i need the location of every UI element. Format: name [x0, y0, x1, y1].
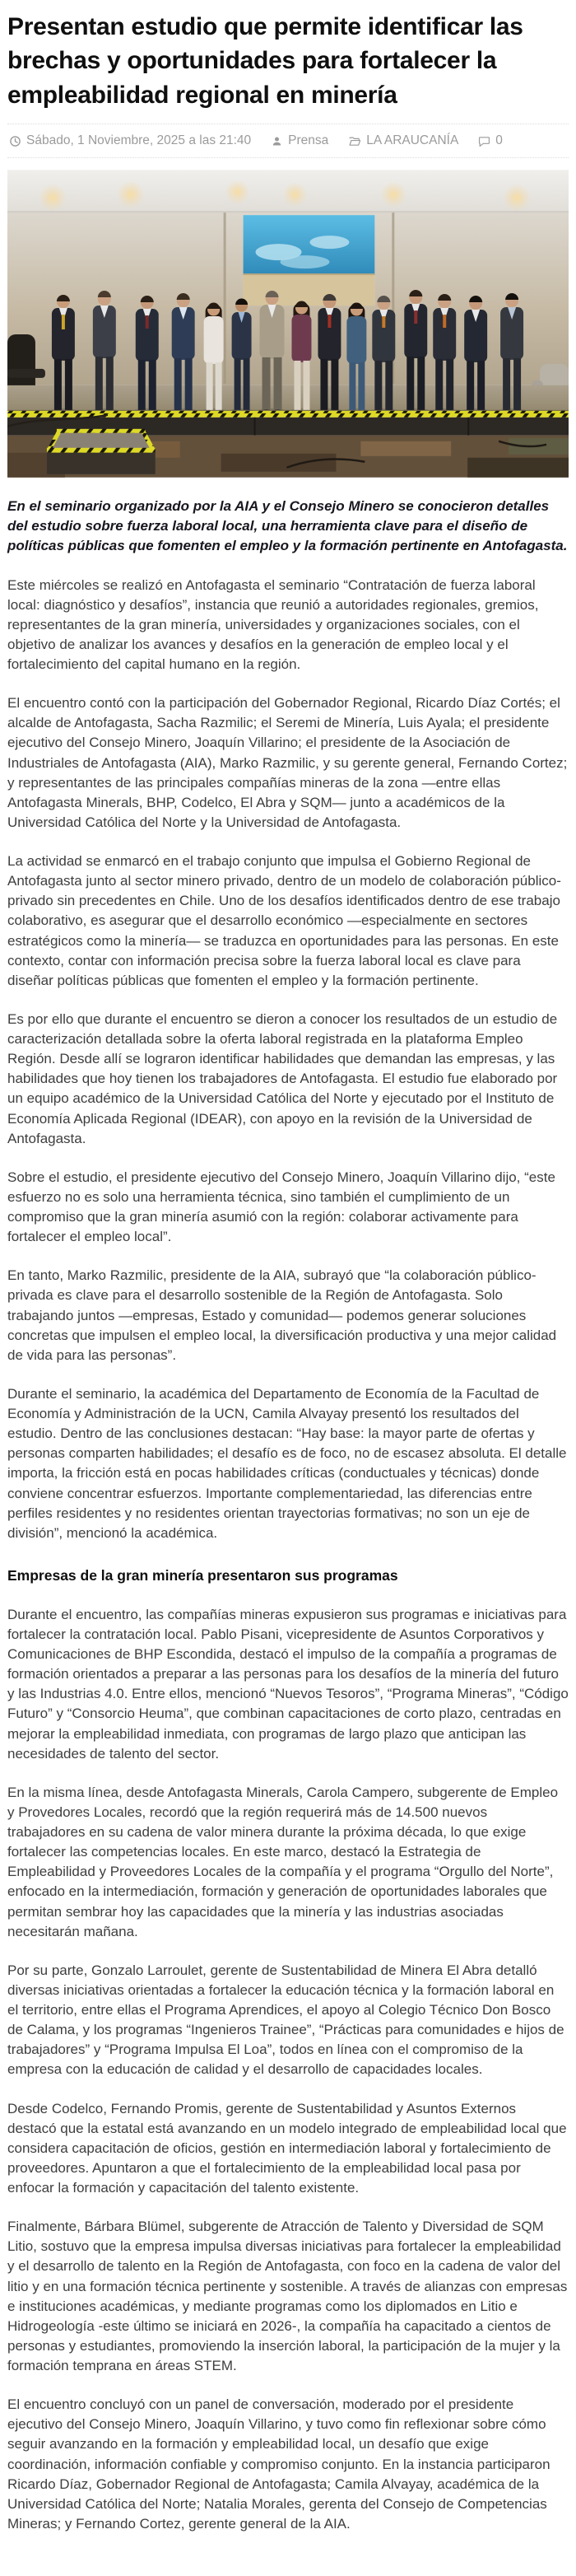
folder-open-icon [348, 135, 361, 147]
article-paragraph: Este miércoles se realizó en Antofagasta el seminario “Contratación de fuerza laboral local: diagnóstico y desafíos”, instancia que reunió a autoridades regionales, gremios, representantes de la gran minería, universidades y organizaciones sociales, con el objetivo de analizar los avances y desafíos en la generación de empleo local y el fortalecimiento del capital humano en la región. [7, 576, 539, 673]
clock-icon [9, 135, 21, 147]
article-paragraph: Desde Codelco, Fernando Promis, gerente de Sustentabilidad y Asuntos Externos destacó que la estatal está avanzando en un modelo integrado de empleabilidad local que considera capacitación de oficios, gestión en intermediación laboral y fortalecimiento de proveedores. Apuntaron a que el fortalecimiento de la empleabilidad local pasa por enfocar la formación y capacitación del talento existente. [7, 2100, 567, 2196]
seminar-photo [7, 170, 569, 478]
article-meta-bar [7, 124, 569, 158]
article-lead-caption: En el seminario organizado por la AIA y el Consejo Minero se conocieron detalles del estudio sobre fuerza laboral local, una herramienta clave para el diseño de políticas públicas que fomenten el empleo y la formación pertinente en Antofagasta. [7, 498, 568, 554]
article-paragraph: Durante el encuentro, las compañías mineras expusieron sus programas e iniciativas para fortalecer la contratación local. Pablo Pisani, vicepresidente de Asuntos Corporativos y Comunicaciones de BHP Escondida, destacó el impulso de la compañía a programas de formación orientados a preparar a las personas para los desafíos de la minería del futuro y las Industrias 4.0. Entre ellos, mencionó “Nuevos Tesoros”, “Programa Mineras”, “Código Futuro” y “Consorcio Heuma”, que combinan capacitaciones de corto plazo, centradas en mejorar la empleabilidad inmediata, con programas de largo plazo que anticipan las necesidades de talento del sector. [7, 1606, 569, 1762]
article-paragraph: En tanto, Marko Razmilic, presidente de la AIA, subrayó que “la colaboración público-privada es clave para el desarrollo sostenible de la Región de Antofagasta. Solo trabajando juntos —empresas, Estado y comunidad— podemos generar soluciones concretas que impulsen el empleo local, la diversificación productiva y una mejor calidad de vida para las personas”. [7, 1267, 557, 1363]
comment-icon [478, 135, 490, 147]
article-paragraph: Sobre el estudio, el presidente ejecutivo del Consejo Minero, Joaquín Villarino dijo, “este esfuerzo no es solo una herramienta técnica, sino también el cumplimiento de un compromiso que la gran minería asumió con la región: colaborar activamente para fortalecer el empleo local”. [7, 1169, 555, 1245]
meta-author-text: Prensa [288, 133, 329, 148]
article-title: Presentan estudio que permite identificar las brechas y oportunidades para fortalecer la empleabilidad regional en minería [7, 13, 523, 109]
article-paragraph: Finalmente, Bárbara Blümel, subgerente de Atracción de Talento y Diversidad de SQM Litio, sostuvo que la empresa impulsa diversas iniciativas para fortalecer la empleabilidad y el desarrollo de talento en la Región de Antofagasta, con foco en la cadena de valor del litio y en una formación técnica pertinente y sostenible. A través de alianzas con empresas e instituciones académicas, y mediante programas como los diplomados en Litio e Hidrogeología -este último se iniciará en 2026-, la compañía ha capacitado a cientos de personas y estudiantes, promoviendo la inserción laboral, la participación de la mujer y la formación temprana en áreas STEM. [7, 2219, 568, 2374]
meta-comments-count: 0 [495, 133, 503, 148]
meta-category[interactable] [348, 133, 458, 148]
article-paragraph: El encuentro contó con la participación del Gobernador Regional, Ricardo Díaz Cortés; el alcalde de Antofagasta, Sacha Razmilic; el Seremi de Minería, Luis Ayala; el presidente ejecutivo del Consejo Minero, Joaquín Villarino; el presidente de la Asociación de Industriales de Antofagasta (AIA), Marko Razmilic, y su gerente general, Fernando Cortez; y representantes de las principales compañías mineras de la zona —entre ellas Antofagasta Minerals, BHP, Codelco, El Abra y SQM— junto a académicos de la Universidad Católica del Norte y la Universidad de Antofagasta. [7, 695, 568, 830]
meta-date-text: Sábado, 1 Noviembre, 2025 a las 21:40 [26, 133, 252, 148]
meta-date [9, 133, 251, 148]
article-paragraph: Es por ello que durante el encuentro se dieron a conocer los resultados de un estudio de caracterización detallada sobre la oferta laboral registrada en la plataforma Empleo Región. Desde allí se lograron identificar habilidades que demandan las empresas, y las habilidades que hoy tienen los trabajadores de Antofagasta. El estudio fue elaborado por un equipo académico de la Universidad Católica del Norte y ejecutado por el Instituto de Economía Aplicada Regional (IDEAR), con apoyo en la revisión de la Universidad de Antofagasta. [7, 1010, 558, 1146]
article-paragraph: En la misma línea, desde Antofagasta Minerals, Carola Campero, subgerente de Empleo y Provedores Locales, recordó que la región requerirá más de 14.500 nuevos trabajadores en su cadena de valor minera durante la próxima década, lo que exige fortalecer las competencias locales. En este marco, destacó la Estrategia de Empleabilidad y Proveedores Locales de la compañía y el programa “Orgullo del Norte”, enfocado en la intermediación, formación y generación de oportunidades laborales que permitan sembrar hoy las capacidades que la minería y las industrias asociadas necesitarán mañana. [7, 1784, 559, 1939]
article-subheading: Empresas de la gran minería presentaron sus programas [7, 1566, 398, 1584]
meta-category-text: LA ARAUCANÍA [366, 133, 459, 148]
article-paragraph: Por su parte, Gonzalo Larroulet, gerente de Sustentabilidad de Minera El Abra detalló diversas iniciativas orientadas a fortalecer la educación técnica y la formación laboral en el territorio, entre ellas el Programa Aprendices, el apoyo al Colegio Técnico Don Bosco de Calama, y los programas “Ingenieros Trainee”, “Prácticas para comunidades e hijos de trabajadores” y “Programa Impulsa El Loa”, todos en línea con el compromiso de la empresa con la educación de calidad y el desarrollo de capacidades locales. [7, 1962, 564, 2078]
meta-author[interactable] [271, 133, 328, 148]
user-icon [271, 135, 283, 147]
article-paragraph: Durante el seminario, la académica del Departamento de Economía de la Facultad de Economía y Administración de la UCN, Camila Alvayay presentó los resultados del estudio. Dentro de las conclusiones destacan: “Hay base: la mayor parte de ofertas y personas comparten habilidades; el desafío es de foco, no de escasez absoluta. El detalle importa, la fricción está en pocas habilidades críticas (conductuales y técnicas) donde conviene concentrar esfuerzos. Importante complementariedad, las diferencias entre perfiles residentes y no residentes orientan trayectorias formativas; no son un eje de división”, mencionó la académica. [7, 1385, 567, 1541]
article-body [7, 497, 569, 2534]
article-paragraph: El encuentro concluyó con un panel de conversación, moderado por el presidente ejecutivo del Consejo Minero, Joaquín Villarino, y tuvo como fin reflexionar sobre cómo seguir avanzando en la formación y empleabilidad local, un desafío que exige coordinación, información confiable y compromiso conjunto. En la instancia participaron Ricardo Díaz, Gobernador Regional de Antofagasta; Camila Alvayay, académica de la Universidad Católica del Norte; Natalia Morales, gerenta del Consejo de Competencias Mineras; y Fernando Cortez, gerente general de la AIA. [7, 2396, 550, 2532]
article-paragraph: La actividad se enmarcó en el trabajo conjunto que impulsa el Gobierno Regional de Antofagasta junto al sector minero privado, dentro de un modelo de colaboración público-privado sin precedentes en Chile. Uno de los desafíos identificados dentro de ese trabajo colaborativo, es asegurar que el desarrollo económico —especialmente en sectores estratégicos como la minería— se traduzca en oportunidades para las personas. En este contexto, contar con información precisa sobre la fuerza laboral local es clave para diseñar políticas públicas que fomenten el empleo y la formación pertinente. [7, 853, 561, 988]
meta-comments[interactable] [478, 133, 503, 148]
